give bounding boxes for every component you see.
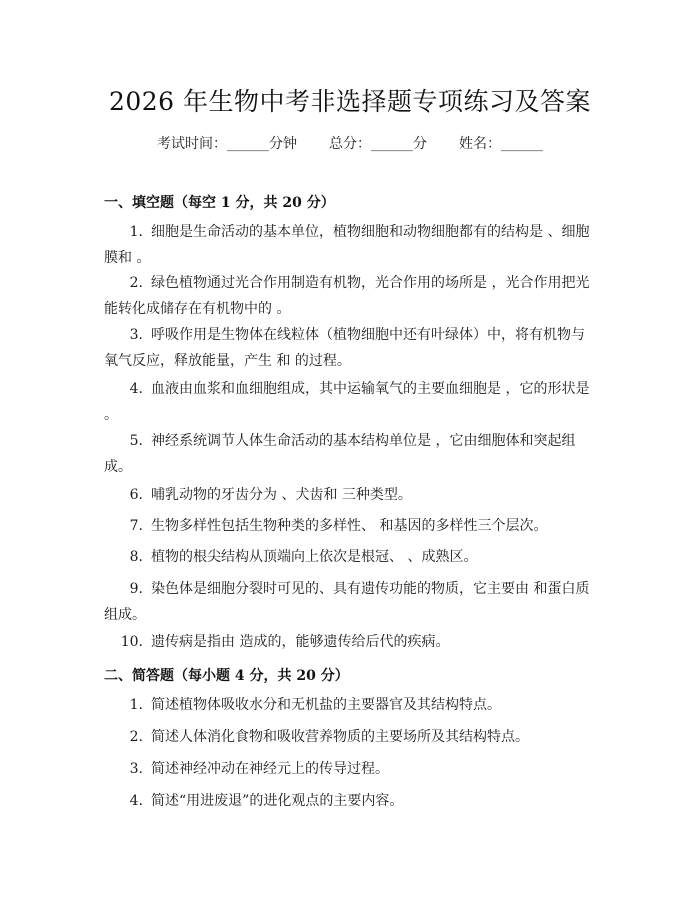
question-text: 呼吸作用是生物体在线粒体（植物细胞中还有叶绿体）中，将有机物与氧气反应，释放能量，产生 和 的过程。 (104, 327, 585, 369)
total-score-field: 总分：______分 (329, 136, 427, 152)
question-number: 6. (129, 487, 143, 503)
question-item (104, 428, 598, 480)
question-item (104, 482, 598, 508)
question-item (104, 513, 598, 539)
question-text: 简述神经冲动在神经元上的传导过程。 (151, 761, 389, 777)
question-text: 染色体是细胞分裂时可见的、具有遗传功能的物质，它主要由 和蛋白质组成。 (104, 581, 590, 623)
question-text: 简述植物体吸收水分和无机盐的主要器官及其结构特点。 (151, 697, 501, 713)
question-item (104, 756, 598, 782)
question-item (104, 376, 598, 428)
question-number: 4. (129, 381, 143, 397)
student-name-field: 姓名：______ (459, 136, 543, 152)
question-number: 4. (129, 793, 143, 809)
question-number: 2. (129, 275, 143, 291)
question-item (104, 576, 598, 628)
question-number: 8. (129, 549, 143, 565)
question-number: 1. (129, 697, 143, 713)
question-item (104, 219, 598, 271)
question-text: 植物的根尖结构从顶端向上依次是根冠、 、成熟区。 (151, 549, 478, 565)
question-text: 血液由血浆和血细胞组成，其中运输氧气的主要血细胞是 ，它的形状是 。 (104, 381, 590, 423)
question-number: 2. (129, 729, 143, 745)
question-text: 哺乳动物的牙齿分为 、犬齿和 三种类型。 (151, 487, 412, 503)
question-text: 细胞是生命活动的基本单位，植物细胞和动物细胞都有的结构是 、细胞膜和 。 (104, 224, 590, 266)
question-number: 3. (129, 761, 143, 777)
section-heading-short-answer: 二、简答题（每小题 4 分，共 20 分） (104, 668, 349, 684)
question-item (104, 724, 598, 750)
question-item (104, 322, 598, 374)
question-text: 生物多样性包括生物种类的多样性、 和基因的多样性三个层次。 (151, 518, 548, 534)
question-number: 5. (129, 433, 143, 449)
question-item (104, 788, 598, 814)
question-text: 神经系统调节人体生命活动的基本结构单位是 ，它由细胞体和突起组成。 (104, 433, 576, 475)
question-number: 9. (129, 581, 143, 597)
document-title: 2026 年生物中考非选择题专项练习及答案 (108, 87, 592, 116)
question-text: 简述“用进废退”的进化观点的主要内容。 (151, 793, 404, 809)
question-text: 绿色植物通过光合作用制造有机物，光合作用的场所是 ，光合作用把光能转化成储存在有机物中的 。 (104, 275, 590, 317)
exam-info-line (0, 133, 700, 153)
question-text: 简述人体消化食物和吸收营养物质的主要场所及其结构特点。 (151, 729, 529, 745)
question-number: 7. (129, 518, 143, 534)
question-number: 1. (129, 224, 143, 240)
question-item (104, 544, 598, 570)
exam-time-field: 考试时间：______分钟 (157, 136, 297, 152)
question-text: 遗传病是指由 造成的，能够遗传给后代的疾病。 (151, 634, 450, 650)
question-item (104, 692, 598, 718)
question-item (104, 629, 598, 655)
section-heading-fill-in: 一、填空题（每空 1 分，共 20 分） (104, 195, 335, 211)
question-number: 3. (129, 327, 143, 343)
question-number: 10. (120, 634, 143, 650)
question-item (104, 270, 598, 322)
